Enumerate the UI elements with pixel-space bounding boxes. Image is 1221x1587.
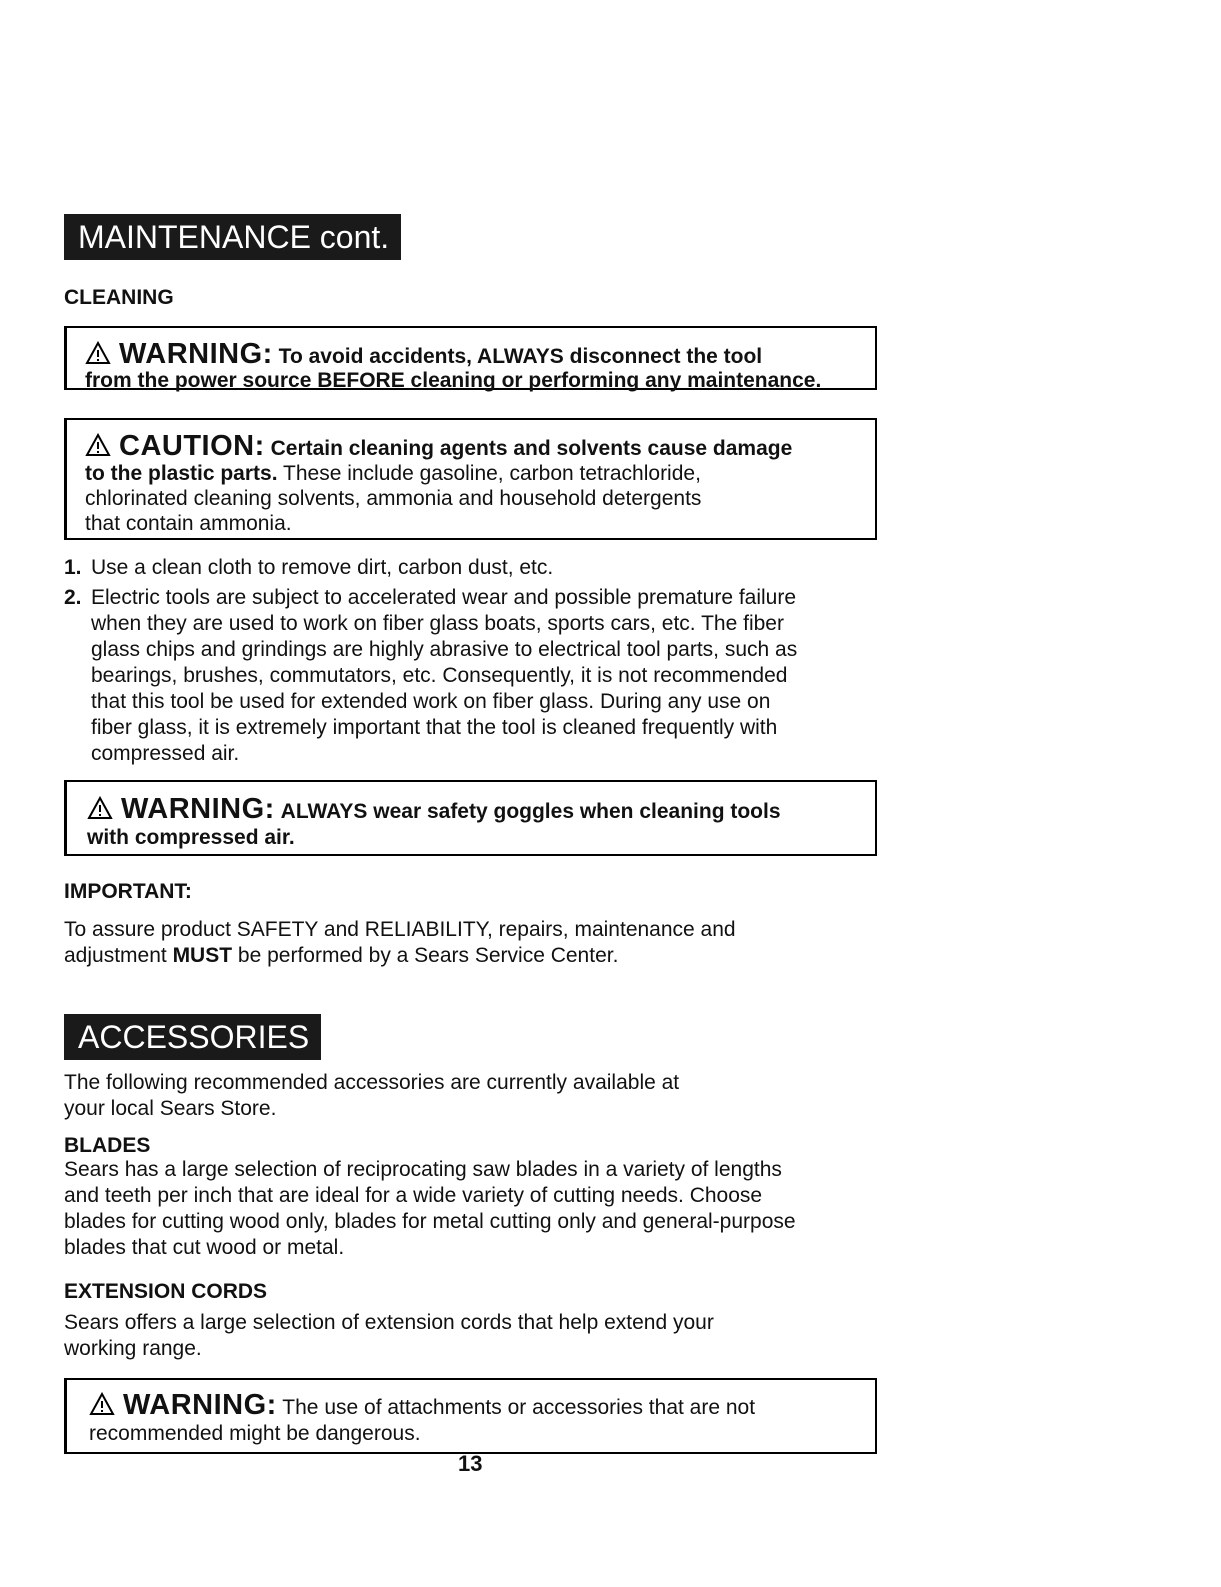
warning-triangle-icon [89, 1392, 115, 1416]
step-1: 1. Use a clean cloth to remove dirt, carbon dust, etc. [64, 556, 554, 579]
warning-line-2: with compressed air. [87, 826, 295, 849]
step-2-line: that this tool be used for extended work on fiber glass. During any use on [91, 690, 771, 713]
step-2-line: compressed air. [91, 742, 240, 765]
step-2: 2. Electric tools are subject to accelerated wear and possible premature failure [64, 586, 797, 609]
blades-line: blades for cutting wood only, blades for metal cutting only and general-purpose [64, 1210, 796, 1233]
warning-box-disconnect [64, 326, 877, 390]
step-2-line: fiber glass, it is extremely important that the tool is cleaned frequently with [91, 716, 778, 739]
important-text [64, 917, 736, 969]
blades-line: blades that cut wood or metal. [64, 1236, 345, 1259]
blades-text [64, 1157, 796, 1261]
step-2-line: when they are used to work on fiber glass boats, sports cars, etc. The fiber [91, 612, 784, 635]
caution-line-3: chlorinated cleaning solvents, ammonia and household detergents [85, 487, 702, 510]
warning-triangle-icon [85, 341, 111, 365]
maintenance-header: MAINTENANCE cont. [64, 214, 401, 260]
accessories-intro [64, 1070, 679, 1122]
warning-line-2: recommended might be dangerous. [89, 1422, 421, 1445]
caution-triangle-icon [85, 433, 111, 457]
extension-cords-title: EXTENSION CORDS [64, 1280, 268, 1303]
important-line-1: To assure product SAFETY and RELIABILITY, repairs, maintenance and [64, 918, 736, 941]
extension-cords-text [64, 1310, 714, 1362]
blades-line: Sears has a large selection of reciprocating saw blades in a variety of lengths [64, 1158, 782, 1181]
intro-line-1: The following recommended accessories are currently available at [64, 1071, 680, 1094]
warning-line-1: WARNING: ALWAYS wear safety goggles when cleaning tools [87, 796, 875, 825]
important-title: IMPORTANT: [64, 880, 192, 903]
step-2-line: bearings, brushes, commutators, etc. Consequently, it is not recommended [91, 664, 788, 687]
warning-line-1: WARNING: To avoid accidents, ALWAYS disconnect the tool [85, 341, 875, 369]
caution-line-2: to the plastic parts. These include gasoline, carbon tetrachloride, [85, 462, 701, 485]
important-line-2: adjustment MUST be performed by a Sears Service Center. [64, 944, 619, 967]
intro-line-2: your local Sears Store. [64, 1097, 277, 1120]
warning-box-goggles [64, 780, 877, 856]
cords-line-1: Sears offers a large selection of extension cords that help extend your [64, 1311, 714, 1334]
warning-line-2: from the power source BEFORE cleaning or performing any maintenance. [85, 369, 822, 392]
warning-triangle-icon [87, 796, 113, 820]
cleaning-title: CLEANING [64, 286, 174, 309]
page-number: 13 [458, 1451, 483, 1476]
warning-box-accessories [64, 1378, 877, 1454]
accessories-header: ACCESSORIES [64, 1014, 321, 1060]
step-2-line: glass chips and grindings are highly abrasive to electrical tool parts, such as [91, 638, 798, 661]
blades-line: and teeth per inch that are ideal for a wide variety of cutting needs. Choose [64, 1184, 763, 1207]
blades-title: BLADES [64, 1134, 151, 1157]
caution-box [64, 418, 877, 540]
warning-line-1: WARNING: The use of attachments or accessories that are not [89, 1392, 875, 1421]
cleaning-steps [64, 555, 797, 767]
caution-line-1: CAUTION: Certain cleaning agents and solvents cause damage [85, 433, 875, 461]
caution-line-4: that contain ammonia. [85, 512, 292, 535]
cords-line-2: working range. [64, 1337, 202, 1360]
